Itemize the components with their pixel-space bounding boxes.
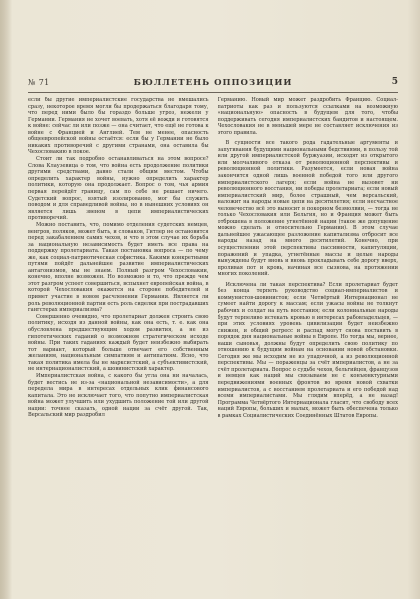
right-column (218, 97, 399, 577)
paragraph: Можно поставить, что, помимо отделения судетских немцев, венгров, поляков, может быть, и словаков, Гитлер не остановится перед закабалением самих чехов, и что в этом случае их борьба за национальную независимость будет иметь все права на поддержку пролетариата. Такая постановка вопроса — по чему же, как социал-патриотическая софистика. Какими конкретными путями пойдёт дальнейшее развитие империалистических антагонизмов, мы не знаем. Полный разгром Чехословакии, конечно, вполне возможен. Но возможно и то, что прежде чем этот разгром успеет совершиться, вспыхнет европейская война, в которой Чехословакия окажется на стороне победителей и примет участие в новом расчленении Германии. Является ли роль революционной партии есть роль сиделки при пострадавших гангстерах империализма? (28, 221, 209, 314)
header-rule (28, 92, 398, 93)
paragraph: В сущности все такого рода гадательные аргументы и запугивания будущими национальными бедствиями, в пользу той или другой империалистской буржуазии, исходят из открытого или молчаливого отказа от революционной перспективы и революционной политики. Разумеется, если новая война закончится одной лишь военной победой того или другого империалистского лагеря; если война не вызовет ни революционного восстания, ни победы пролетариата; если новый империалистский мир, более страшный, чем версальский, наложит на народы новые цепи на десятилетия; если несчастное человечество всё это выносит в покорном безмолвии, — тогда не только Чехословакия или Бельгия, но и Франция может быть отброшена в положение угнетённой нации (такое же допущение можно сделать и относительно Германии). В этом случае дальнейшее ужасающее разложение капитализма отбросит все народы назад на много десятилетий. Конечно, при осуществлении этой перспективы пассивности, капитуляции, поражений и упадка, угнетённые массы и целые народы вынуждены будут вновь и вновь прокладывать себе дорогу вверх, проливая пот и кровь, начиная все сызнова, на протяжении многих поколений. (217, 140, 398, 278)
page-spine-shadow (0, 0, 12, 599)
paragraph: Империалистская война, с какого бы угла она ни началась, будет вестись не из-за «национальной независимости», а для передела мира в интересах отдельных клик финансового капитала. Это не исключает того, что попутно империалистская война может улучшить или ухудшить положение той или другой нации: точнее сказать, одной нации за счёт другой. Так, Версальский мир раздробил (28, 373, 209, 419)
paragraph: Германию. Новый мир может раздробить Францию. Социал-патриоты как раз и пользуются ссылками на возможную «национальную» опасность в будущем для того, чтобы поддерживать сегодня империалистских бандитов и настоящем. Чехословакия не в меньшей мере не составляет исключения из этого правила. (217, 97, 398, 136)
paragraph: Стоит ли так подробно останавливаться на этом вопросе? Слова Клаузевица о том, что война есть продолжение политики другими средствами, давно стали общим местом. Чтобы определить характер войны, нужно определить характер политики, которую она продолжает. Вопрос о том, чья армия первая перейдёт границу, сам по себе не решает ничего. Судетский вопрос, взятый изолированно, мог бы служить поводом и для справедливой войны, но в нынешних условиях он является лишь звеном в цепи империалистических противоречий. (28, 156, 209, 222)
paragraph: Исключена ли такая перспектива? Если пролетариат будет без конца терпеть руководство социал-империалистов и коммунистов-шовинистов; если Четвёртый Интернационал не сумеет найти дорогу к массам; если ужасы войны не толкнут рабочих и солдат на путь восстания; если колониальные народы будут терпеливо истекать кровью в интересах рабовладельцев, — при этих условиях уровень цивилизации будет неизбежно снижен, и общий регресс и распад могут снова поставить в порядок дня национальные войны в Европе. Но тогда мы, вернее, наши сыновья, должны будут определить свою политику по отношению к будущим войнам на основании новой обстановки. Сегодня же мы исходим не из упадочной, а из революционной перспективы. Мы — пораженцы за счёт империалистов, а не за счёт пролетариата. Вопрос о судьбе чехов, бельгийцев, французов и немцев как наций мы связываем не с конъюнктурными передвижениями военных фронтов во время новой схватки империалистов, а с восстанием пролетариата и его победой над всеми империалистами. Мы глядим вперёд, а не назад! Программа Четвёртого Интернационала гласит, что свободу всех наций Европы, больших и малых, может быть обеспечена только в рамках Социалистических Соединённых Штатов Европы. (217, 281, 398, 419)
publication-title: БЮЛЛЕТЕНЬ ОППОЗИЦИИ (133, 78, 293, 88)
left-column (28, 97, 209, 577)
page-number: 5 (391, 77, 398, 87)
issue-number: № 71 (28, 78, 50, 87)
paragraph: если бы другие империалистские государства не вмешались сразу, некоторое время могли бы продержаться благодаря тому, что перед ними было бы гораздо больше угроз, нежели у Германии. Германия не хочет воевать, хотя её вожди и готовятся к войне: сейчас ли или позже — она считает, что ещё не готова к войне с Францией и Англией. Тем не менее, опасность общеевропейской войны остаётся: если бы у Германии не было никаких противоречий с другими странами, она оставила бы Чехословакию в покое. (28, 97, 209, 156)
text-columns (28, 97, 398, 577)
paragraph: Совершенно очевидно, что пролетариат должен строить свою политику, исходя из данной войны, как она есть, т. е. как она обусловлена предшествующим ходом развития, а не из гипотетических гаданий о возможном стратегическом исходе войны. При таких гаданиях каждый будет неизбежно выбирать тот вариант, который больше отвечает его собственным желаниям, национальным симпатиям и антипатиям. Ясно, что такая политика имела бы не марксистский, а субъективистский, не интернационалистский, а шовинистский характер. (28, 313, 209, 373)
